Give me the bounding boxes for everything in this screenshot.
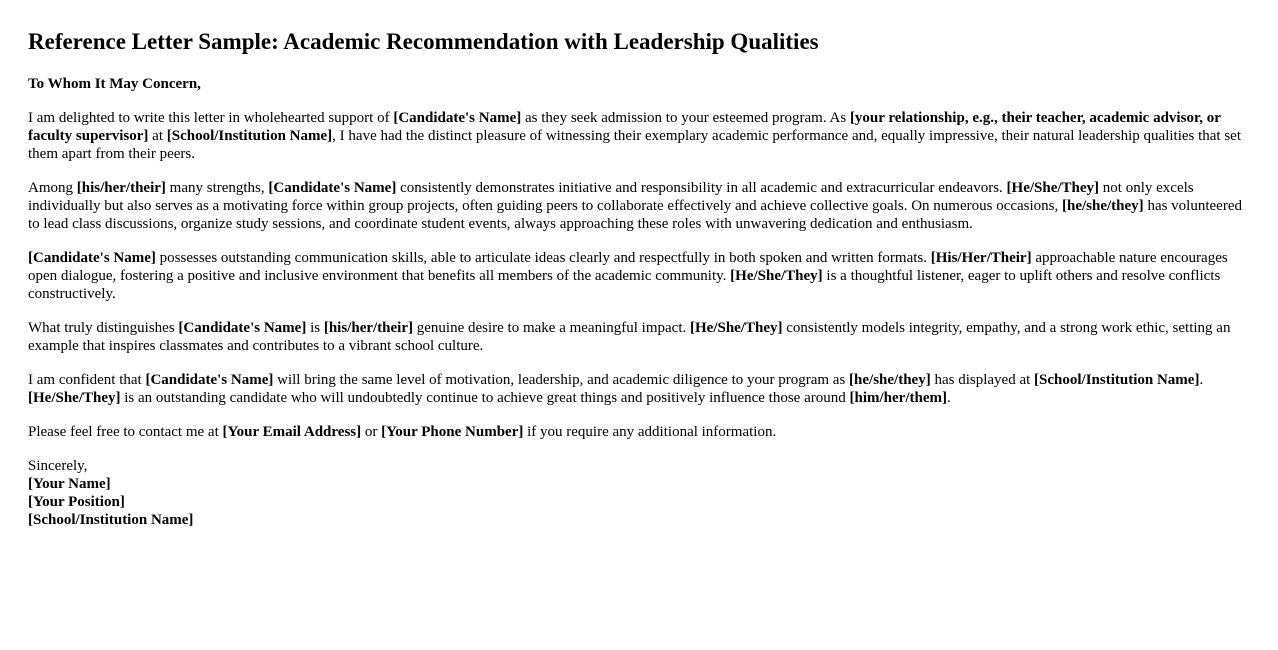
paragraph-text: as they seek admission to your esteemed program. As (521, 110, 850, 126)
paragraph-text: approachable nature encourages open dialogue, fostering a positive and inclusive environment that benefits all members of the academic community. (28, 250, 1228, 284)
placeholder-field: [He/She/They] (730, 268, 823, 284)
placeholder-field: [He/She/They] (690, 320, 783, 336)
placeholder-field: [Your Phone Number] (381, 424, 524, 440)
placeholder-field: [Your Email Address] (222, 424, 362, 440)
paragraph-text: . (946, 390, 951, 406)
placeholder-field: [Candidate's Name] (28, 250, 156, 266)
paragraph-text: has displayed at (930, 372, 1035, 388)
paragraph-text: many strengths, (165, 180, 269, 196)
paragraph-text: will bring the same level of motivation, leadership, and academic diligence to your program as (273, 372, 850, 388)
letter-page (28, 0, 1250, 529)
paragraph-text: I am delighted to write this letter in wholehearted support of (28, 110, 394, 126)
salutation: To Whom It May Concern, (28, 76, 201, 92)
placeholder-field: [Candidate's Name] (268, 180, 397, 196)
placeholder-field: [School/Institution Name] (1034, 372, 1200, 388)
letter-paragraph-2 (28, 179, 1250, 233)
placeholder-field: [His/Her/Their] (930, 250, 1032, 266)
placeholder-field: [he/she/they] (1062, 198, 1144, 214)
paragraph-text: or (361, 424, 382, 440)
signature-block (28, 457, 1250, 529)
signer-position: [Your Position] (28, 494, 125, 510)
letter-paragraph-3 (28, 249, 1250, 303)
placeholder-field: [He/She/They] (1006, 180, 1100, 196)
paragraph-text: consistently demonstrates initiative and responsibility in all academic and extracurricular endeavors. (396, 180, 1007, 196)
placeholder-field: [Candidate's Name] (145, 372, 274, 388)
paragraph-text: has volunteered to lead class discussions, organize study sessions, and coordinate student events, always approaching these roles with unwavering dedication and enthusiasm. (28, 198, 1242, 232)
paragraph-text: at (148, 128, 167, 144)
placeholder-field: [your relationship, e.g., their teacher, academic advisor, or faculty supervisor] (28, 110, 1221, 144)
paragraph-text: , I have had the distinct pleasure of witnessing their exemplary academic performance and, equally impressive, their natural leadership qualities that set them apart from their peers. (28, 128, 1242, 162)
paragraph-text: I am confident that (28, 372, 146, 388)
paragraph-text: possesses outstanding communication skills, able to articulate ideas clearly and respectfully in both spoken and written formats. (155, 250, 931, 266)
letter-paragraph-6 (28, 423, 1250, 441)
paragraph-text: Please feel free to contact me at (28, 424, 223, 440)
letter-paragraph-5 (28, 371, 1250, 407)
paragraph-text: is (306, 320, 324, 336)
placeholder-field: [School/Institution Name] (166, 128, 333, 144)
paragraph-text: is an outstanding candidate who will undoubtedly continue to achieve great things and positively influence those around (120, 390, 850, 406)
placeholder-field: [him/her/them] (849, 390, 947, 406)
paragraph-text: genuine desire to make a meaningful impact. (413, 320, 690, 336)
paragraph-text: Among (28, 180, 77, 196)
page-title: Reference Letter Sample: Academic Recommendation with Leadership Qualities (28, 29, 819, 54)
placeholder-field: [He/She/They] (28, 390, 121, 406)
paragraph-text: not only excels individually but also serves as a motivating force within group projects, often guiding peers to collaborate effectively and achieve collective goals. On numerous occasions, (28, 180, 1194, 214)
placeholder-field: [he/she/they] (849, 372, 931, 388)
signer-name: [Your Name] (28, 476, 111, 492)
placeholder-field: [Candidate's Name] (178, 320, 307, 336)
letter-paragraph-4 (28, 319, 1250, 355)
paragraph-text: is a thoughtful listener, eager to uplift others and resolve conflicts constructively. (28, 268, 1221, 302)
paragraph-text: if you require any additional information. (523, 424, 777, 440)
placeholder-field: [his/her/their] (76, 180, 166, 196)
paragraph-text: . (1199, 372, 1204, 388)
paragraph-text: What truly distinguishes (28, 320, 179, 336)
placeholder-field: [Candidate's Name] (393, 110, 522, 126)
placeholder-field: [his/her/their] (323, 320, 413, 336)
letter-paragraph-1 (28, 109, 1250, 163)
signer-institution: [School/Institution Name] (28, 512, 194, 528)
valediction: Sincerely, (28, 458, 88, 474)
paragraph-text: consistently models integrity, empathy, and a strong work ethic, setting an example that inspires classmates and contributes to a vibrant school culture. (28, 320, 1231, 354)
